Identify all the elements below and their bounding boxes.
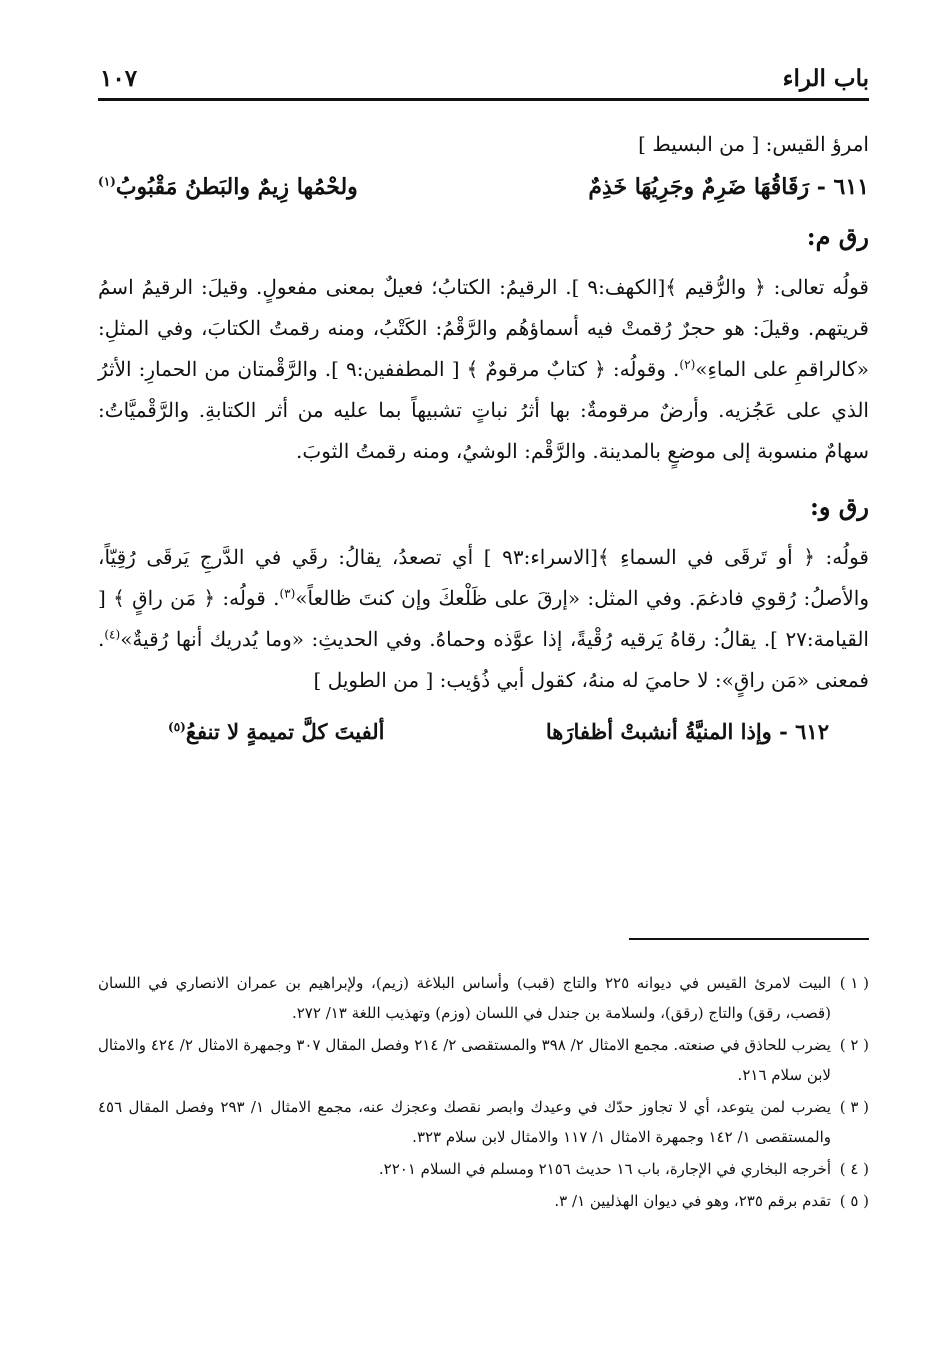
verse-612-first-half: ٦١٢ - وإذا المنيَّةُ أنشبتْ أظفارَها — [545, 719, 829, 744]
poet-intro: امرؤ القيس: [ من البسيط ] — [638, 132, 869, 156]
footnote-text: يضرب للحاذق في صنعته. مجمع الامثال ٢/ ٣٩٨ والمستقصى ٢/ ٢١٤ وفصل المقال ٣٠٧ وجمهرة الامثال ٢/ ٤٢٤ والامثال لابن سلام ٢١٦. — [98, 1036, 831, 1084]
footnote-3 — [98, 1092, 869, 1152]
paragraph-raqaw-part2: . قولُه: ﴿ مَن راقٍ ﴾ [ القيامة:٢٧ ]. يقالُ: رقاهُ يَرقيه رُقْيةً، إذا عوَّذه وحماهُ. وفي الحديثِ: «وما يُدريك أنها رُقيةٌ» — [98, 586, 869, 651]
paragraph-raqaw-part1: قولُه: ﴿ أو تَرقَى في السماءِ ﴾[الاسراء:٩٣ ] أي تصعدُ، يقالُ: رقَي في الدَّرجِ يَرقَى رُقِيّاً، والأصلُ: رُقوي فادغمَ. وفي المثل: «إرقَ على ظَلْعكَ وإن كنتَ ظالعاً» — [98, 545, 869, 610]
paragraph-raqaw — [98, 537, 869, 701]
footnote-ref-4: (٤) — [104, 627, 121, 642]
footnote-4 — [98, 1154, 869, 1184]
footnote-text: البيت لامرئ القيس في ديوانه ٢٢٥ والتاج (قبب) وأساس البلاغة (زيم)، ولإبراهيم بن عمران الانصاري في اللسان (قصب، رقق) والتاج (رقق)، ولسلامة بن جندل في اللسان (وزم) وتهذيب اللغة ١٣/ ٢٧٢. — [98, 974, 831, 1022]
verse-612-second-half: ألفيتَ كلَّ تميمةٍ لا تنفعُ — [185, 719, 385, 744]
footnote-separator — [629, 938, 869, 940]
verse-612 — [168, 711, 829, 752]
verse-612-second-half-wrap — [168, 711, 384, 752]
header-rule — [98, 98, 869, 101]
paragraph-raqaw-part3: . فمعنى «مَن راقٍ»: لا حاميَ له منهُ، كقول أبي ذُؤيب: [ من الطويل ] — [98, 627, 869, 692]
footnote-number: ( ٤ ) — [839, 1160, 869, 1178]
footnote-ref-5: (٥) — [168, 720, 186, 734]
footnote-2 — [98, 1030, 869, 1090]
footnote-ref-3: (٣) — [279, 586, 296, 601]
verse-611-second-half: ولحْمُها زِيمٌ والبَطنُ مَقْبُوبُ — [115, 174, 358, 200]
footnote-5 — [98, 1186, 869, 1216]
paragraph-raqam-part1: قولُه تعالى: ﴿ والرُّقيم ﴾[الكهف:٩ ]. الرقيمُ: الكتابُ؛ فعيلٌ بمعنى مفعولٍ. وقيلَ: الرقيمُ اسمُ قريتهم. وقيلَ: هو حجرٌ رُقمتْ فيه أسماؤهُم والرَّقْمُ: الكَتْبُ، ومنه رقمتُ الكتابَ، وفي المثلِ: «كالراقمِ على الماءِ» — [98, 275, 870, 381]
footnote-number: ( ٥ ) — [839, 1192, 869, 1210]
verse-611-first-half: ٦١١ - رَقَاقُهَا ضَرِمٌ وجَرِيُهَا خَذِمٌ — [588, 174, 869, 200]
entry-heading-raqaw: رق و: — [809, 492, 869, 521]
footnote-number: ( ٢ ) — [839, 1036, 869, 1054]
footnote-ref-2: (٢) — [679, 357, 696, 372]
footnote-number: ( ١ ) — [839, 974, 869, 992]
verse-611 — [98, 167, 869, 208]
footnote-1 — [98, 968, 869, 1028]
footnote-ref-1: (١) — [98, 174, 116, 189]
paragraph-raqam — [98, 267, 869, 472]
footnote-text: تقدم برقم ٢٣٥، وهو في ديوان الهذليين ١/ ٣. — [554, 1192, 831, 1210]
footnotes — [98, 968, 869, 1218]
verse-611-second-half-wrap — [98, 167, 358, 208]
footnote-text: يضرب لمن يتوعد، أي لا تجاوز حدّك في وعيدك وابصر نقصك وعجزك عنه، مجمع الامثال ١/ ٢٩٣ وفصل المقال ٤٥٦ والمستقصى ١/ ١٤٢ وجمهرة الامثال ١/ ١١٧ والامثال لابن سلام ٣٢٣. — [98, 1098, 831, 1146]
chapter-title: باب الراء — [782, 65, 869, 92]
page-header — [100, 52, 869, 92]
main-text — [98, 124, 869, 752]
paragraph-raqam-part2: . وقولُه: ﴿ كتابٌ مرقومٌ ﴾ [ المطففين:٩ ]. والرَّقْمتان من الحمارِ: الأثرُ الذي على عَجُزيه. وأرضٌ مرقومةٌ: بها أثرُ نباتٍ تشبيهاً بما عليه من أثر الكتابةِ. والرَّقْميَّاتُ: سهامٌ منسوبة إلى موضعٍ بالمدينة. والرَّقْم: الوشيُ، ومنه رقمتُ الثوبَ. — [98, 357, 869, 463]
page-number: ١٠٧ — [100, 65, 138, 92]
footnote-text: أخرجه البخاري في الإجارة، باب ١٦ حديث ٢١٥٦ ومسلم في السلام ٢٢٠١. — [378, 1160, 831, 1178]
entry-heading-raqam: رق م: — [806, 222, 869, 251]
footnote-number: ( ٣ ) — [839, 1098, 869, 1116]
